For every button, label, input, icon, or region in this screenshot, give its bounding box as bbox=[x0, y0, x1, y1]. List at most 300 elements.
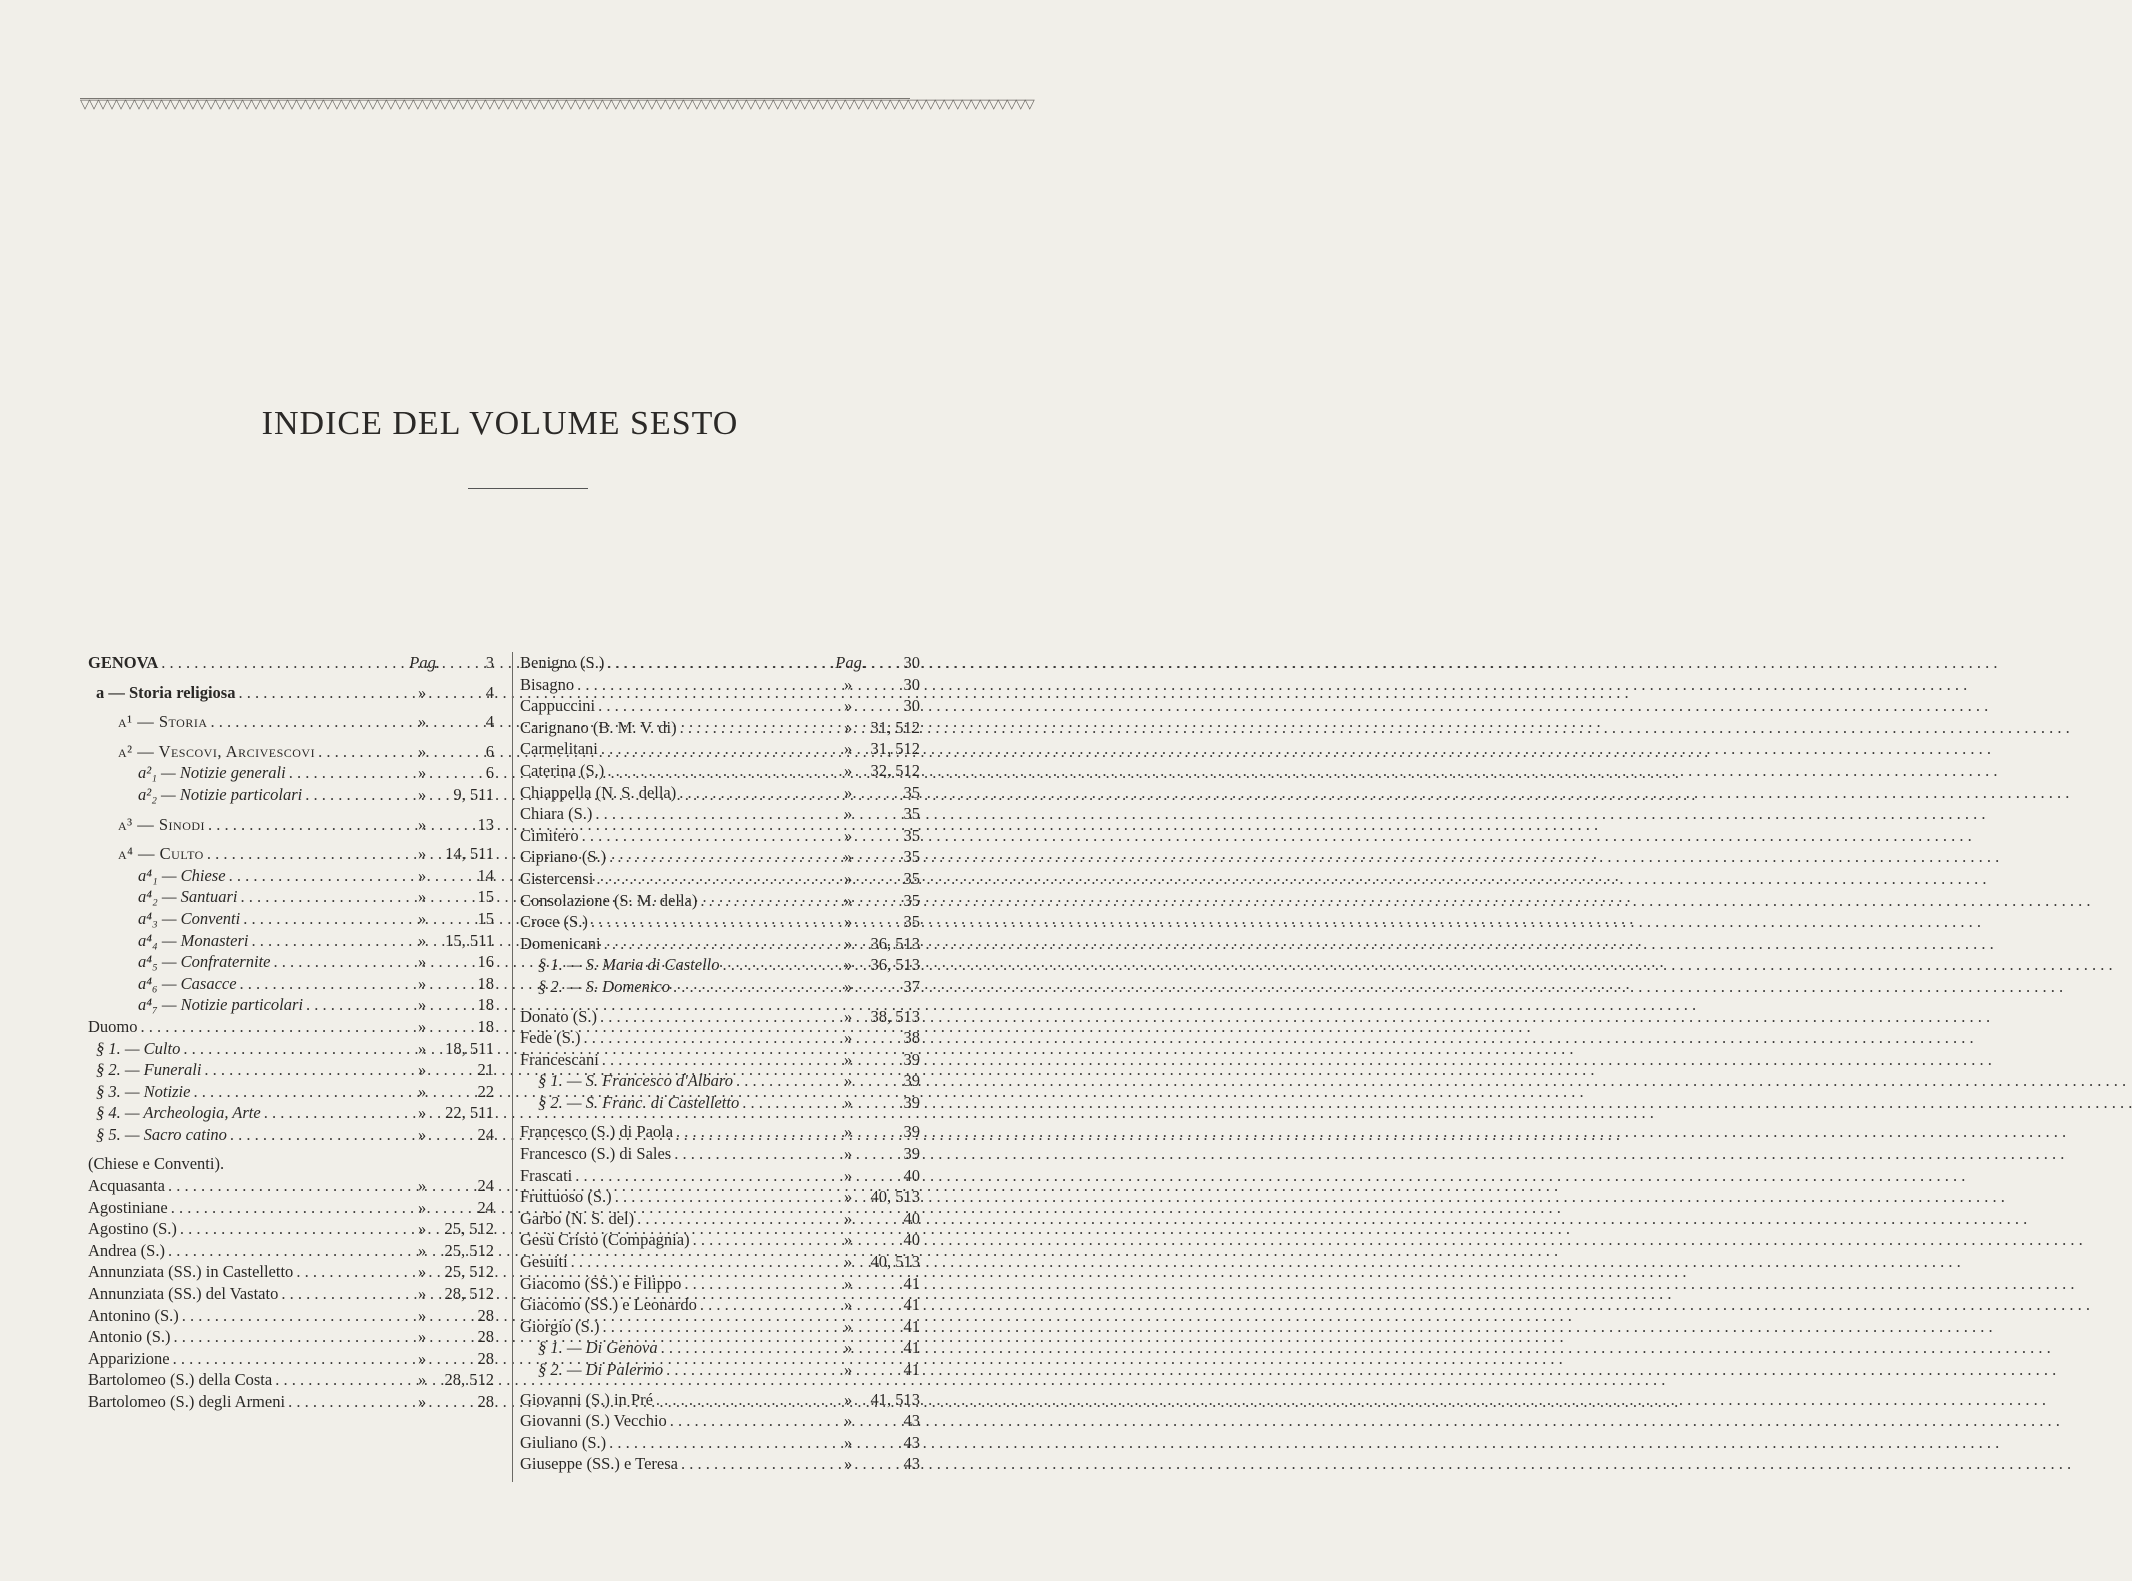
dot-leader bbox=[671, 1143, 844, 1165]
dot-leader bbox=[599, 1316, 844, 1338]
index-entry bbox=[88, 1175, 494, 1197]
page-marker: » bbox=[418, 1284, 427, 1304]
page-number: 39 bbox=[903, 1092, 920, 1112]
entry-label: a¹ — Storia bbox=[118, 712, 208, 732]
index-entry bbox=[520, 1070, 920, 1092]
entry-label: a²₂ — Notizie particolari bbox=[138, 784, 303, 804]
dot-leader bbox=[634, 1208, 844, 1230]
page-number: 40, 513 bbox=[870, 1252, 920, 1272]
page-marker: » bbox=[418, 908, 427, 928]
page-number: 6 bbox=[485, 741, 494, 761]
page-number: 35 bbox=[903, 890, 920, 910]
index-entry bbox=[520, 652, 920, 674]
entry-label: § 1. — S. Francesco d'Albaro bbox=[538, 1071, 733, 1091]
dot-leader bbox=[593, 868, 844, 890]
index-entry bbox=[88, 1305, 494, 1327]
entry-spacer bbox=[88, 733, 494, 741]
entry-label: Giuseppe (SS.) e Teresa bbox=[520, 1454, 678, 1474]
index-entry bbox=[520, 674, 920, 696]
page-number: 43 bbox=[903, 1411, 920, 1431]
page-marker: » bbox=[844, 933, 853, 953]
page-marker: » bbox=[844, 1338, 853, 1358]
entry-label: § 2. — S. Franc. di Castelletto bbox=[538, 1092, 740, 1112]
index-entry bbox=[520, 1006, 920, 1028]
index-entry bbox=[88, 1348, 494, 1370]
page-number: 22, 511 bbox=[445, 1103, 494, 1123]
index-entry bbox=[520, 1251, 920, 1273]
dot-leader bbox=[592, 803, 844, 825]
page-number: 4 bbox=[485, 712, 494, 732]
index-entry bbox=[88, 930, 494, 952]
index-entry bbox=[88, 1059, 494, 1081]
index-entry bbox=[88, 1326, 494, 1348]
dot-leader bbox=[676, 782, 844, 804]
dot-leader bbox=[681, 1273, 844, 1295]
entry-label: Andrea (S.) bbox=[88, 1240, 165, 1260]
entry-label: (Chiese e Conventi). bbox=[88, 1154, 225, 1174]
entry-label: Giovanni (S.) in Pré bbox=[520, 1389, 653, 1409]
index-entry bbox=[88, 1240, 494, 1262]
dot-leader bbox=[237, 973, 418, 995]
index-entry bbox=[88, 741, 494, 763]
entry-label: a⁴₅ — Confraternite bbox=[138, 952, 271, 972]
index-entry bbox=[88, 886, 494, 908]
dot-leader bbox=[572, 1165, 844, 1187]
entry-label: Carignano (B. M. V. di) bbox=[520, 717, 677, 737]
page-marker: » bbox=[844, 1411, 853, 1431]
page-number: 38 bbox=[903, 1028, 920, 1048]
page-marker: » bbox=[418, 1219, 427, 1239]
dot-leader bbox=[606, 1432, 844, 1454]
index-entry bbox=[520, 1092, 920, 1114]
page-marker: » bbox=[418, 763, 427, 783]
index-entry bbox=[88, 1369, 494, 1391]
page-number: 9, 511 bbox=[453, 784, 494, 804]
entry-label: Caterina (S.) bbox=[520, 760, 605, 780]
page-number: 40 bbox=[903, 1208, 920, 1228]
dot-leader bbox=[302, 784, 418, 806]
index-entry bbox=[520, 717, 920, 739]
page-number: 39 bbox=[903, 1049, 920, 1069]
entry-label: Chiara (S.) bbox=[520, 804, 593, 824]
entry-label: a⁴₃ — Conventi bbox=[138, 908, 241, 928]
page-marker: » bbox=[844, 825, 853, 845]
index-entry bbox=[88, 652, 494, 674]
entry-label: a² — Vescovi, Arcivescovi bbox=[118, 741, 316, 761]
page-marker: » bbox=[844, 1006, 853, 1026]
page-number: 25, 512 bbox=[444, 1240, 494, 1260]
entry-label: a⁴₁ — Chiese bbox=[138, 865, 226, 885]
page-marker: » bbox=[844, 1432, 853, 1452]
entry-label: a⁴₄ — Monasteri bbox=[138, 930, 249, 950]
page-number: 41 bbox=[903, 1295, 920, 1315]
entry-spacer bbox=[88, 674, 494, 682]
page-marker: » bbox=[418, 995, 427, 1015]
entry-label: Annunziata (SS.) in Castelletto bbox=[88, 1262, 294, 1282]
page-marker: » bbox=[418, 712, 427, 732]
index-entry bbox=[88, 1197, 494, 1219]
page-number: 30 bbox=[903, 696, 920, 716]
dot-leader bbox=[204, 843, 418, 865]
index-entry bbox=[88, 711, 494, 733]
dot-leader bbox=[226, 865, 418, 887]
dot-leader bbox=[179, 1305, 418, 1327]
dot-leader bbox=[606, 846, 844, 868]
entry-spacer bbox=[520, 998, 920, 1006]
dot-leader bbox=[663, 1359, 844, 1381]
entry-label: Giacomo (SS.) e Leonardo bbox=[520, 1295, 697, 1315]
dot-leader bbox=[568, 1251, 844, 1273]
page-marker: » bbox=[844, 696, 853, 716]
column-divider bbox=[512, 652, 513, 1482]
entry-label: Antonino (S.) bbox=[88, 1305, 179, 1325]
dot-leader bbox=[733, 1070, 844, 1092]
index-entry bbox=[520, 1432, 920, 1454]
page-number: 36, 513 bbox=[870, 955, 920, 975]
dot-leader bbox=[286, 762, 418, 784]
dot-leader bbox=[270, 951, 418, 973]
page-number: 4 bbox=[485, 682, 494, 702]
dot-leader bbox=[653, 1389, 844, 1411]
page-marker: » bbox=[844, 760, 853, 780]
index-entry bbox=[520, 803, 920, 825]
index-entry bbox=[88, 814, 494, 836]
page-marker: » bbox=[418, 952, 427, 972]
page-number: 28, 512 bbox=[444, 1284, 494, 1304]
index-entry bbox=[88, 1102, 494, 1124]
page-marker: » bbox=[418, 1262, 427, 1282]
index-column-left bbox=[88, 652, 494, 1413]
page-number: 43 bbox=[903, 1432, 920, 1452]
dot-leader bbox=[158, 652, 409, 674]
index-entry bbox=[520, 1208, 920, 1230]
dot-leader bbox=[138, 1016, 419, 1038]
entry-label: § 4. — Archeologia, Arte bbox=[96, 1103, 261, 1123]
page-marker: » bbox=[418, 1124, 427, 1144]
page-marker: » bbox=[418, 1370, 427, 1390]
entry-label: Carmelitani bbox=[520, 739, 598, 759]
index-entry bbox=[88, 762, 494, 784]
dot-leader bbox=[579, 825, 844, 847]
entry-label: § 2. — Di Palermo bbox=[538, 1360, 664, 1379]
dot-leader bbox=[227, 1124, 418, 1146]
entry-spacer bbox=[88, 835, 494, 843]
page-marker: » bbox=[844, 717, 853, 737]
page-number: 40 bbox=[903, 1165, 920, 1185]
dot-leader bbox=[690, 1229, 844, 1251]
entry-label: Giorgio (S.) bbox=[520, 1316, 600, 1336]
page-number: 15 bbox=[477, 887, 494, 907]
page-number: 39 bbox=[903, 1071, 920, 1091]
entry-label: Gesuiti bbox=[520, 1252, 568, 1272]
entry-label: § 5. — Sacro catino bbox=[96, 1124, 227, 1144]
page-number: 13 bbox=[477, 814, 494, 834]
page-marker: » bbox=[418, 1176, 427, 1196]
index-entry bbox=[520, 825, 920, 847]
page-number: 28, 512 bbox=[444, 1370, 494, 1390]
index-entry bbox=[88, 1153, 494, 1175]
entry-spacer bbox=[88, 806, 494, 814]
index-entry bbox=[520, 1165, 920, 1187]
page-marker: » bbox=[844, 976, 853, 996]
dot-leader bbox=[739, 1092, 844, 1114]
dot-leader bbox=[315, 741, 418, 763]
page-marker: » bbox=[844, 739, 853, 759]
index-entry bbox=[88, 1261, 494, 1283]
dot-leader bbox=[165, 1175, 418, 1197]
page-marker: » bbox=[844, 1273, 853, 1293]
page-number: 35 bbox=[903, 782, 920, 802]
page-marker: Pag. bbox=[409, 653, 440, 672]
entry-label: a³ — Sinodi bbox=[118, 814, 206, 834]
index-entry bbox=[520, 1186, 920, 1208]
page-marker: » bbox=[418, 1060, 427, 1080]
dot-leader bbox=[177, 1218, 418, 1240]
entry-label: a⁴ — Culto bbox=[118, 844, 204, 864]
entry-label: § 2. — S. Domenico bbox=[538, 976, 670, 996]
entry-spacer bbox=[520, 1113, 920, 1121]
page-marker: » bbox=[418, 887, 427, 907]
page-marker: » bbox=[418, 784, 427, 804]
page-marker: » bbox=[844, 674, 853, 694]
entry-label: Agostino (S.) bbox=[88, 1219, 177, 1239]
entry-label: Frascati bbox=[520, 1165, 573, 1185]
entry-label: § 1. — Culto bbox=[96, 1038, 181, 1058]
dot-leader bbox=[588, 911, 844, 933]
page-number: 28 bbox=[477, 1305, 494, 1325]
index-entry bbox=[88, 784, 494, 806]
dot-leader bbox=[604, 652, 835, 674]
entry-label: Giovanni (S.) Vecchio bbox=[520, 1411, 667, 1431]
index-entry bbox=[520, 1389, 920, 1411]
index-entry bbox=[520, 1410, 920, 1432]
page-number: 14 bbox=[477, 865, 494, 885]
index-entry bbox=[88, 1391, 494, 1413]
entry-label: Domenicani bbox=[520, 933, 601, 953]
dot-leader bbox=[604, 760, 844, 782]
document-page bbox=[0, 0, 1034, 1581]
dot-leader bbox=[581, 1027, 845, 1049]
page-number: 35 bbox=[903, 912, 920, 932]
index-entry bbox=[88, 1124, 494, 1146]
entry-label: Fede (S.) bbox=[520, 1028, 581, 1048]
entry-label: Gesù Cristo (Compagnia) bbox=[520, 1230, 690, 1250]
index-entry bbox=[520, 1453, 920, 1475]
page-number: 28 bbox=[477, 1327, 494, 1347]
entry-label: Agostiniane bbox=[88, 1197, 168, 1217]
entry-label: Annunziata (SS.) del Vastato bbox=[88, 1284, 279, 1304]
index-entry bbox=[88, 1016, 494, 1038]
index-column-right bbox=[520, 652, 920, 1475]
page-marker: » bbox=[418, 1081, 427, 1101]
entry-label: Cappuccini bbox=[520, 696, 596, 716]
dot-leader bbox=[248, 930, 418, 952]
dot-leader bbox=[677, 717, 844, 739]
index-entry bbox=[520, 760, 920, 782]
index-entry bbox=[520, 1316, 920, 1338]
page-number: 35 bbox=[903, 804, 920, 824]
entry-label: Bartolomeo (S.) della Costa bbox=[88, 1370, 273, 1390]
page-number: 41 bbox=[903, 1338, 920, 1358]
page-number: 15 bbox=[477, 908, 494, 928]
index-entry bbox=[520, 738, 920, 760]
page-number: 41 bbox=[903, 1360, 920, 1379]
dot-leader bbox=[597, 1006, 844, 1028]
entry-label: Apparizione bbox=[88, 1348, 170, 1368]
page-marker: » bbox=[844, 804, 853, 824]
page-marker: » bbox=[844, 1316, 853, 1336]
index-entry bbox=[88, 994, 494, 1016]
dot-leader bbox=[208, 711, 419, 733]
page-number: 18 bbox=[477, 1016, 494, 1036]
index-entry bbox=[520, 782, 920, 804]
dot-leader bbox=[190, 1081, 418, 1103]
page-marker: » bbox=[844, 1028, 853, 1048]
dot-leader bbox=[237, 886, 418, 908]
page-number: 39 bbox=[903, 1122, 920, 1142]
page-marker: » bbox=[844, 1230, 853, 1250]
page-number: 28 bbox=[477, 1348, 494, 1368]
page-marker: » bbox=[418, 930, 427, 950]
dot-leader bbox=[658, 1337, 844, 1359]
page-marker: » bbox=[418, 1327, 427, 1347]
entry-label: Fruttuoso (S.) bbox=[520, 1187, 612, 1207]
page-number: 3 bbox=[485, 653, 494, 672]
page-marker: » bbox=[844, 1187, 853, 1207]
index-entry bbox=[520, 1359, 920, 1381]
dot-leader bbox=[697, 1294, 844, 1316]
entry-label: a⁴₂ — Santuari bbox=[138, 887, 238, 907]
page-number: 35 bbox=[903, 868, 920, 888]
entry-label: Croce (S.) bbox=[520, 912, 588, 932]
index-entry bbox=[88, 973, 494, 995]
index-entry bbox=[520, 846, 920, 868]
page-marker: » bbox=[844, 1360, 853, 1379]
dot-leader bbox=[678, 1453, 844, 1475]
entry-spacer bbox=[520, 1381, 920, 1389]
page-marker: » bbox=[844, 1208, 853, 1228]
dot-leader bbox=[272, 1369, 418, 1391]
entry-label: GENOVA bbox=[88, 653, 159, 672]
index-entry bbox=[520, 1337, 920, 1359]
page-number: 22 bbox=[477, 1081, 494, 1101]
dot-leader bbox=[261, 1102, 418, 1124]
entry-label: § 1. — S. Maria di Castello bbox=[538, 955, 720, 975]
page-marker: » bbox=[844, 1122, 853, 1142]
page-marker: » bbox=[844, 1092, 853, 1112]
dot-leader bbox=[574, 674, 844, 696]
index-entry bbox=[88, 843, 494, 865]
index-entry bbox=[88, 908, 494, 930]
page-number: 18, 511 bbox=[445, 1038, 494, 1058]
page-marker: » bbox=[418, 865, 427, 885]
entry-spacer bbox=[88, 703, 494, 711]
page-number: 41, 513 bbox=[870, 1389, 920, 1409]
dot-leader bbox=[170, 1348, 418, 1370]
entry-label: § 2. — Funerali bbox=[96, 1060, 202, 1080]
page-number: 16 bbox=[477, 952, 494, 972]
entry-label: a⁴₆ — Casacce bbox=[138, 973, 237, 993]
page-number: 40, 513 bbox=[870, 1187, 920, 1207]
page-marker: » bbox=[844, 868, 853, 888]
page-marker: » bbox=[418, 1240, 427, 1260]
page-title: INDICE DEL VOLUME SESTO bbox=[261, 405, 739, 442]
page-marker: » bbox=[418, 682, 427, 702]
index-entry bbox=[520, 1273, 920, 1295]
page-marker: » bbox=[844, 782, 853, 802]
index-entry bbox=[520, 954, 920, 976]
entry-label: Francesco (S.) di Sales bbox=[520, 1144, 672, 1164]
entry-label: Cipriano (S.) bbox=[520, 847, 607, 867]
entry-label: Garbo (N. S. del) bbox=[520, 1208, 635, 1228]
entry-label: Francescani bbox=[520, 1049, 599, 1069]
page-number: 14, 511 bbox=[445, 844, 494, 864]
entry-label: § 3. — Notizie bbox=[96, 1081, 191, 1101]
page-marker: » bbox=[844, 1165, 853, 1185]
page-marker: » bbox=[418, 844, 427, 864]
index-entry bbox=[520, 1049, 920, 1071]
index-entry bbox=[88, 1038, 494, 1060]
page-number: 41 bbox=[903, 1273, 920, 1293]
dot-leader bbox=[598, 738, 844, 760]
page-marker: » bbox=[418, 1038, 427, 1058]
page-number: 35 bbox=[903, 825, 920, 845]
dot-leader bbox=[670, 976, 844, 998]
entry-label: Bisagno bbox=[520, 674, 575, 694]
page-marker: » bbox=[418, 741, 427, 761]
page-number: 28 bbox=[477, 1392, 494, 1411]
page-number: 32, 512 bbox=[870, 760, 920, 780]
ornamental-border: ▽▽▽▽▽▽▽▽▽▽▽▽▽▽▽▽▽▽▽▽▽▽▽▽▽▽▽▽▽▽▽▽▽▽▽▽▽▽▽▽▽▽▽▽▽▽▽▽▽▽▽▽▽▽▽▽▽▽▽▽▽▽▽▽▽▽▽▽▽▽▽▽▽▽▽▽▽▽▽▽▽▽▽▽▽▽▽▽▽▽▽▽▽▽▽▽▽▽▽▽▽▽▽▽▽▽ bbox=[80, 97, 1034, 112]
dot-leader bbox=[667, 1410, 844, 1432]
page-marker: » bbox=[844, 1144, 853, 1164]
page-marker: » bbox=[418, 1392, 427, 1411]
entry-label: Benigno (S.) bbox=[520, 653, 605, 672]
dot-leader bbox=[235, 682, 418, 704]
page-marker: » bbox=[844, 1389, 853, 1409]
page-marker: Pag. bbox=[835, 653, 866, 672]
dot-leader bbox=[285, 1391, 418, 1413]
page-marker: » bbox=[418, 1103, 427, 1123]
dot-leader bbox=[303, 994, 418, 1016]
entry-label: Duomo bbox=[88, 1016, 138, 1036]
page-marker: » bbox=[844, 1049, 853, 1069]
page-number: 21 bbox=[477, 1060, 494, 1080]
entry-label: Antonio (S.) bbox=[88, 1327, 171, 1347]
entry-label: Francesco (S.) di Paola bbox=[520, 1122, 674, 1142]
dot-leader bbox=[595, 695, 844, 717]
index-entry bbox=[88, 865, 494, 887]
page-number: 24 bbox=[477, 1197, 494, 1217]
index-entry bbox=[520, 868, 920, 890]
dot-leader bbox=[201, 1059, 418, 1081]
entry-label: Acquasanta bbox=[88, 1176, 165, 1196]
page-marker: » bbox=[418, 1305, 427, 1325]
index-entry bbox=[520, 1229, 920, 1251]
dot-leader bbox=[278, 1283, 418, 1305]
dot-leader bbox=[240, 908, 418, 930]
dot-leader bbox=[673, 1121, 844, 1143]
index-entry bbox=[520, 890, 920, 912]
index-entry bbox=[520, 976, 920, 998]
page-number: 25, 512 bbox=[444, 1262, 494, 1282]
entry-label: Cimitero bbox=[520, 825, 579, 845]
dot-leader bbox=[599, 1049, 844, 1071]
page-number: 31, 512 bbox=[870, 717, 920, 737]
dot-leader bbox=[612, 1186, 844, 1208]
index-entry bbox=[520, 1027, 920, 1049]
page-marker: » bbox=[844, 955, 853, 975]
